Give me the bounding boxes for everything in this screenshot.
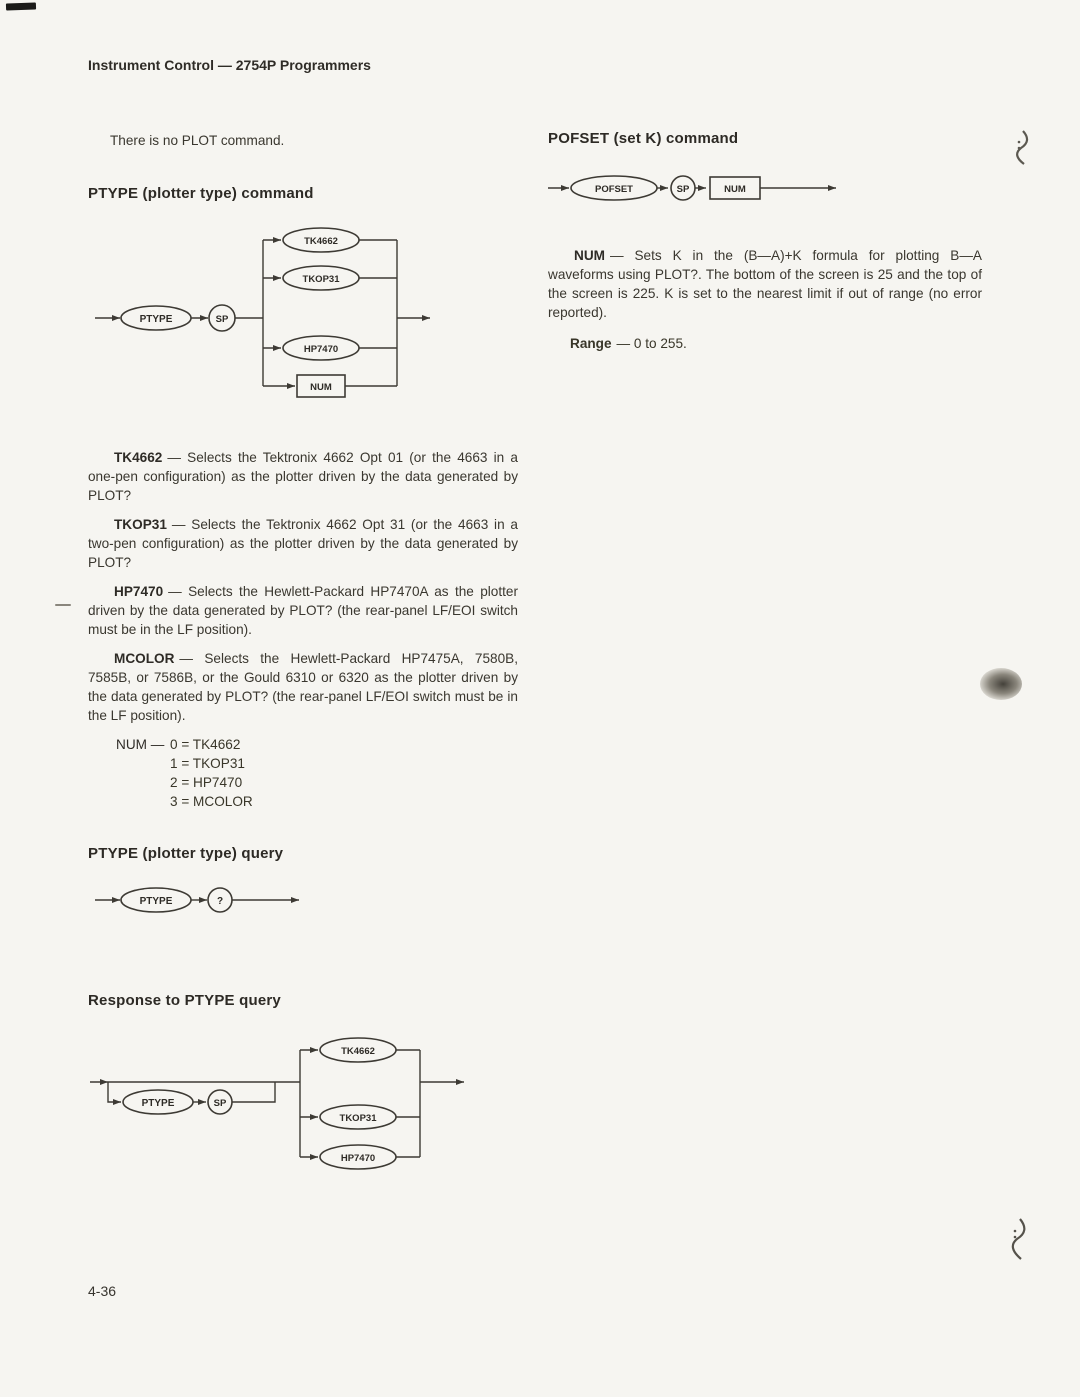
node-ptype-label: PTYPE xyxy=(141,1098,175,1109)
term-mcolor: MCOLOR xyxy=(114,651,175,666)
node-sp-label: SP xyxy=(215,314,229,325)
text-num: — Sets K in the (B—A)+K formula for plotting B—A waveforms using PLOT?. The bottom of the screen is 25 and the top of the screen is 225. K is set to the nearest limit if out of range (no error reported). xyxy=(548,248,982,320)
pofset-command-syntax-diagram xyxy=(548,170,848,208)
scan-artifact-smudge xyxy=(980,668,1022,700)
response-query-heading: Response to PTYPE query xyxy=(88,992,281,1009)
node-sp-label: SP xyxy=(213,1098,227,1109)
num-legend-item: 3 = MCOLOR xyxy=(170,794,253,809)
num-legend-item: 0 = TK4662 xyxy=(170,737,241,752)
text-tk4662: — Selects the Tektronix 4662 Opt 01 (or the 4663 in a one-pen configuration) as the plotter driven by the data generated by PLOT? xyxy=(88,450,518,503)
page-header: Instrument Control — 2754P Programmers xyxy=(88,57,371,73)
node-sp-label: SP xyxy=(676,184,690,195)
term-tkop31: TKOP31 xyxy=(114,517,167,532)
paragraph-tk4662 xyxy=(88,448,518,505)
scan-artifact-squiggle-bottom xyxy=(1000,1215,1028,1265)
node-num-label: NUM xyxy=(310,382,332,393)
text-mcolor: — Selects the Hewlett-Packard HP7475A, 7580B, 7585B, or 7586B, or the Gould 6310 or 6320 as the plotter driven by the data generated by PLOT? (the rear-panel LF/EOI switch must be in the LF position). xyxy=(88,651,518,723)
node-tk4662-label: TK4662 xyxy=(304,236,338,247)
node-tkop31-label: TKOP31 xyxy=(302,274,340,285)
page-number: 4-36 xyxy=(88,1283,117,1299)
text-hp7470: — Selects the Hewlett-Packard HP7470A as the plotter driven by the data generated by PLOT? (the rear-panel LF/EOI switch must be in the LF position). xyxy=(88,584,518,637)
range-term: Range xyxy=(570,336,612,351)
response-query-syntax-diagram xyxy=(90,1035,470,1180)
range-line xyxy=(570,334,687,353)
range-text: — 0 to 255. xyxy=(616,336,687,351)
node-ptype-label: PTYPE xyxy=(139,896,173,907)
num-legend-label: NUM — xyxy=(116,737,165,752)
num-legend-item: 2 = HP7470 xyxy=(170,775,243,790)
ptype-command-body xyxy=(88,448,518,811)
node-ptype-label: PTYPE xyxy=(139,314,173,325)
paragraph-hp7470 xyxy=(88,582,518,639)
paragraph-num xyxy=(548,246,982,322)
term-num: NUM xyxy=(574,248,605,263)
text-tkop31: — Selects the Tektronix 4662 Opt 31 (or the 4663 in a two-pen configuration) as the plotter driven by the data generated by PLOT? xyxy=(88,517,518,570)
ptype-query-syntax-diagram xyxy=(95,882,305,922)
pofset-command-heading: POFSET (set K) command xyxy=(548,130,739,147)
diagram-wires xyxy=(95,240,430,386)
node-question-label: ? xyxy=(216,896,224,907)
paragraph-tkop31 xyxy=(88,515,518,572)
ptype-command-syntax-diagram xyxy=(95,226,435,411)
pofset-command-body xyxy=(548,246,982,332)
intro-note: There is no PLOT command. xyxy=(110,133,285,148)
paragraph-mcolor xyxy=(88,649,518,725)
scan-artifact-top-left xyxy=(6,2,36,10)
node-pofset-label: POFSET xyxy=(594,184,634,195)
term-tk4662: TK4662 xyxy=(114,450,163,465)
scan-artifact-squiggle-top xyxy=(1005,128,1031,172)
node-hp7470-label: HP7470 xyxy=(303,344,339,355)
node-num-label: NUM xyxy=(724,184,746,195)
node-tkop31-label: TKOP31 xyxy=(339,1113,377,1124)
node-hp7470-label: HP7470 xyxy=(340,1153,376,1164)
ptype-query-heading: PTYPE (plotter type) query xyxy=(88,845,284,862)
node-tk4662-label: TK4662 xyxy=(341,1046,375,1057)
scan-artifact-dash xyxy=(55,604,71,606)
num-legend-item: 1 = TKOP31 xyxy=(170,756,245,771)
term-hp7470: HP7470 xyxy=(114,584,164,599)
ptype-command-heading: PTYPE (plotter type) command xyxy=(88,185,314,202)
num-value-legend xyxy=(116,735,518,811)
